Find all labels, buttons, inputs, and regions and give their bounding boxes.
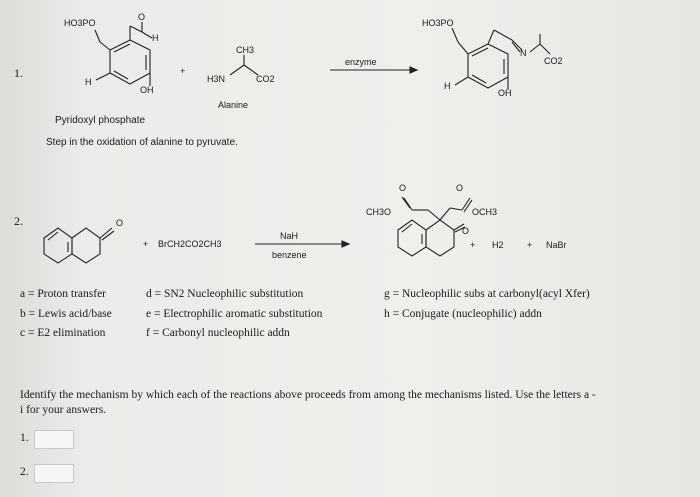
h2-label: H2 (492, 240, 504, 250)
product-ring (468, 44, 508, 88)
product-nh-label: H (444, 81, 451, 91)
product-imine-label: N (520, 48, 527, 58)
ester-left-o-label: O (399, 183, 407, 193)
ester-right-label: OCH3 (472, 207, 498, 217)
alanine-name: Alanine (218, 100, 249, 110)
reaction2-plus-2: + (470, 240, 476, 250)
tetralone-o-label: O (116, 218, 124, 228)
enzyme-label: enzyme (345, 57, 377, 67)
ester-left-label: CH3O (366, 207, 392, 217)
answer2-label: 2. (20, 466, 29, 478)
aldehyde-h-label: H (152, 33, 159, 43)
mechanism-c: c = E2 elimination (20, 327, 106, 339)
product-carboxylate-label: CO2 (544, 56, 563, 66)
product2-ketone-o-label: O (462, 226, 470, 236)
alanine-amine-label: H3N (207, 74, 226, 84)
reaction2-plus: + (143, 239, 149, 249)
reaction1-plus: + (180, 66, 186, 76)
nah-label: NaH (280, 231, 299, 241)
benzene-label: benzene (272, 250, 307, 260)
product-phosphate-label: HO3PO (422, 18, 454, 28)
question-text-line1: Identify the mechanism by which each of the reactions above proceeds from among the mechanisms listed. Use the letters a - (20, 389, 596, 401)
alanine-methyl-label: CH3 (236, 45, 255, 55)
mechanism-a: a = Proton transfer (20, 288, 107, 300)
question-text-line2: i for your answers. (20, 404, 107, 416)
mechanism-g: g = Nucleophilic subs at carbonyl(acyl Xfer) (384, 288, 590, 300)
pyridoxal-ring (110, 40, 150, 84)
reaction2-plus-3: + (527, 240, 533, 250)
product2-saturated-ring (426, 220, 454, 256)
aldehyde-o-label: O (138, 12, 146, 22)
mechanism-d: d = SN2 Nucleophilic substitution (146, 288, 304, 300)
bromo-ester-label: BrCH2CO2CH3 (158, 239, 222, 249)
mechanism-f: f = Carbonyl nucleophilic addn (146, 327, 290, 339)
reaction2-number: 2. (14, 214, 23, 228)
reaction1-number: 1. (14, 66, 23, 80)
mechanism-b: b = Lewis acid/base (20, 308, 112, 320)
alanine-bond (230, 65, 244, 75)
mechanism-h: h = Conjugate (nucleophilic) addn (384, 308, 542, 320)
answer1-label: 1. (20, 432, 29, 444)
nabr-label: NaBr (546, 240, 567, 250)
product-hydroxyl-label: OH (498, 88, 512, 98)
tetralone-saturated-ring (72, 228, 100, 263)
answer2-input[interactable] (34, 464, 74, 483)
phosphate-label: HO3PO (64, 18, 96, 28)
reaction1-caption: Step in the oxidation of alanine to pyruvate. (46, 137, 238, 148)
pyridoxyl-name: Pyridoxyl phosphate (55, 115, 146, 126)
mechanism-e: e = Electrophilic aromatic substitution (146, 308, 323, 320)
answer1-input[interactable] (34, 430, 74, 449)
hydroxyl-label: OH (140, 85, 154, 95)
ester-right-o-label: O (456, 183, 464, 193)
alanine-carboxylate-label: CO2 (256, 74, 275, 84)
ring-nh-label: H (85, 77, 92, 87)
